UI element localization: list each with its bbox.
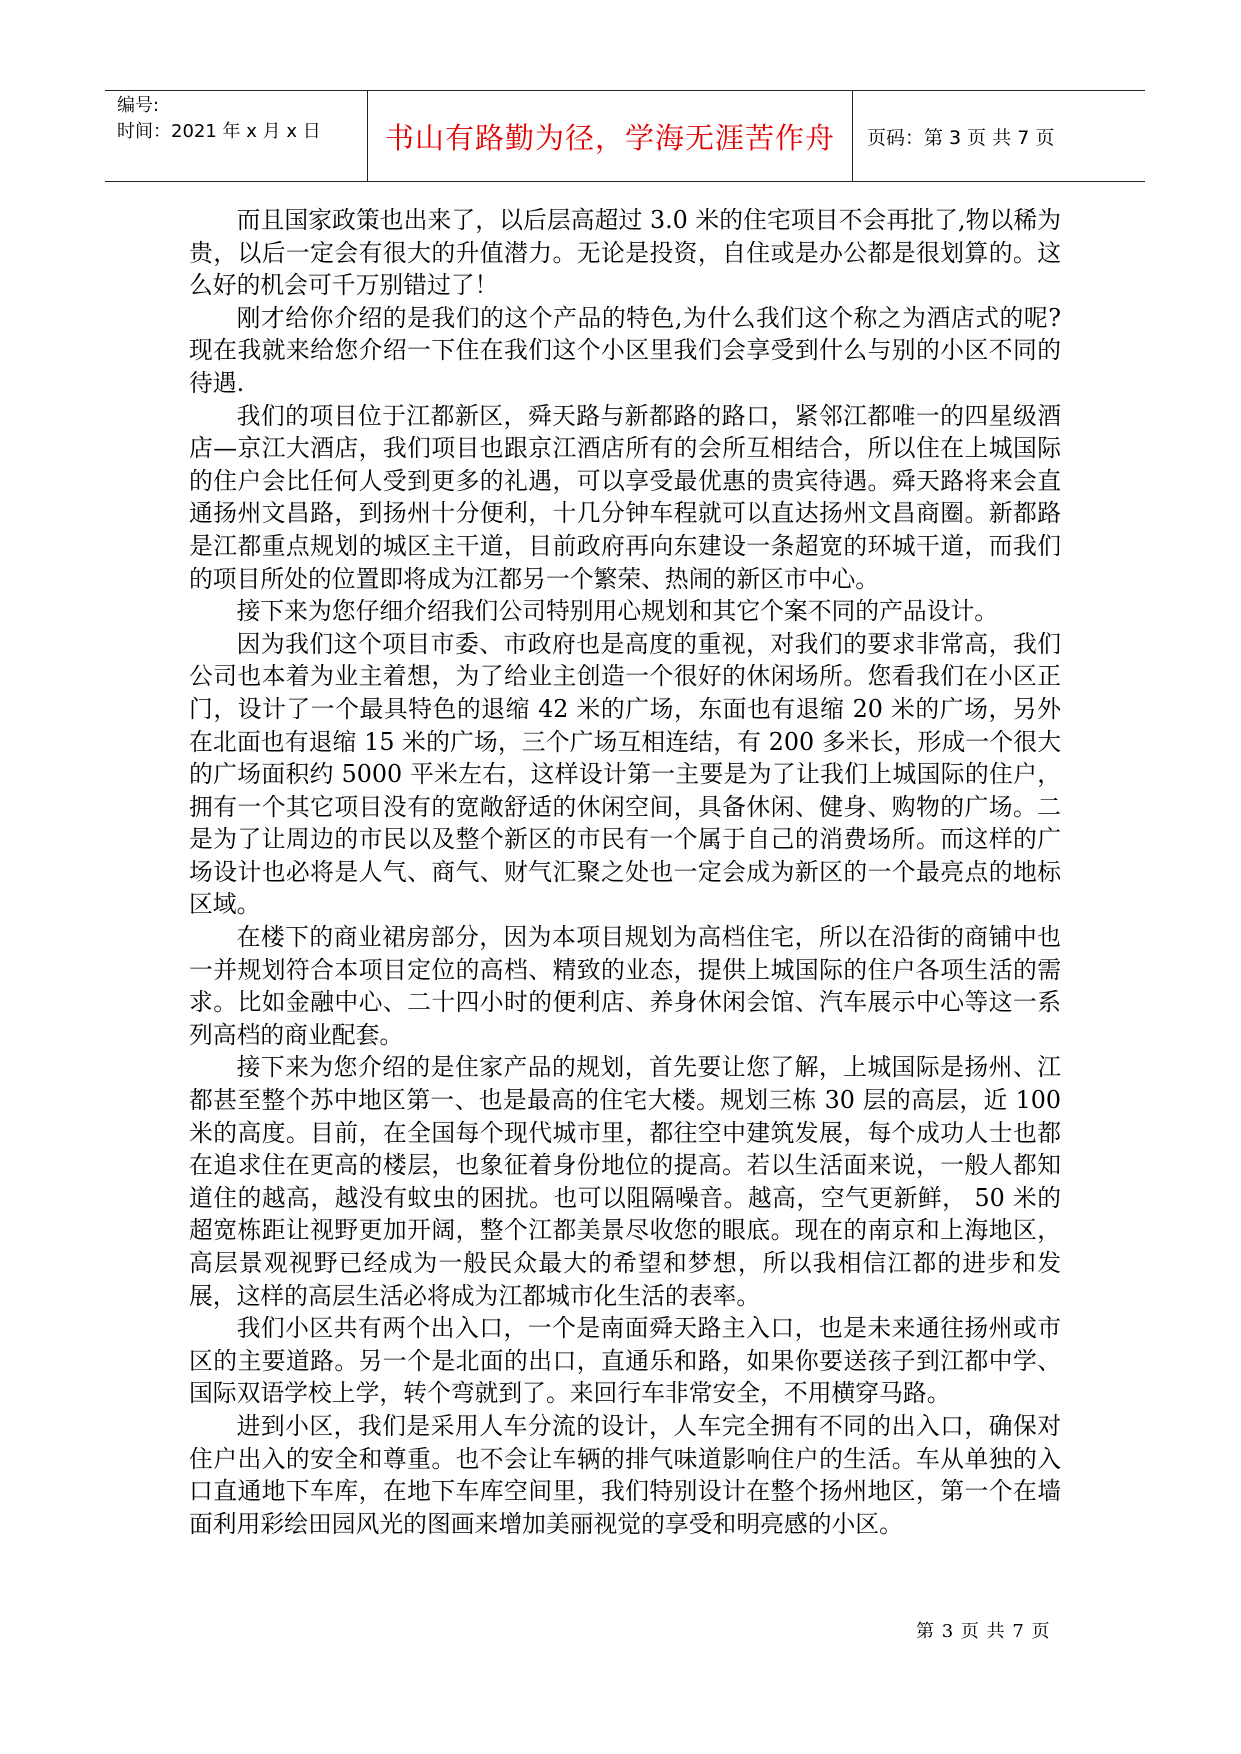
- header-page-code: 页码：第 3 页 共 7 页: [867, 126, 1055, 149]
- document-body: [189, 204, 1061, 1540]
- paragraph: 在楼下的商业裙房部分，因为本项目规划为高档住宅，所以在沿街的商铺中也一并规划符合本项目定位的高档、精致的业态，提供上城国际的住户各项生活的需求。比如金融中心、二十四小时的便利店、养身休闲会馆、汽车展示中心等这一系列高档的商业配套。: [189, 923, 1061, 1049]
- document-number-label: 编号:: [117, 95, 160, 116]
- paragraph: 我们小区共有两个出入口，一个是南面舜天路主入口，也是未来通往扬州或市区的主要道路。另一个是北面的出口，直通乐和路，如果你要送孩子到江都中学、国际双语学校上学，转个弯就到了。来回行车非常安全，不用横穿马路。: [189, 1314, 1061, 1408]
- paragraph: 因为我们这个项目市委、市政府也是高度的重视，对我们的要求非常高，我们公司也本着为业主着想，为了给业主创造一个很好的休闲场所。您看我们在小区正门，设计了一个最具特色的退缩 42 米的广场，东面也有退缩 20 米的广场，另外在北面也有退缩 15 米的广场，三个广场互相连结，有 200 多米长，形成一个很大的广场面积约 5000 平米左右，这样设计第一主要是为了让我们上城国际的住户，拥有一个其它项目没有的宽敞舒适的休闲空间，具备休闲、健身、购物的广场。二是为了让周边的市民以及整个新区的市民有一个属于自己的消费场所。而这样的广场设计也必将是人气、商气、财气汇聚之处也一定会成为新区的一个最亮点的地标区域。: [189, 629, 1061, 919]
- paragraph: 接下来为您仔细介绍我们公司特别用心规划和其它个案不同的产品设计。: [236, 597, 999, 626]
- document-header: [105, 90, 1145, 182]
- paragraph: 而且国家政策也出来了，以后层高超过 3.0 米的住宅项目不会再批了,物以稀为贵，以后一定会有很大的升值潜力。无论是投资，自住或是办公都是很划算的。这么好的机会可千万别错过了！: [189, 206, 1061, 300]
- header-motto: 书山有路勤为径，学海无涯苦作舟: [384, 120, 835, 155]
- header-page-cell: [853, 91, 1145, 181]
- document-date: 时间：2021 年 x 月 x 日: [117, 121, 321, 142]
- header-motto-cell: [368, 91, 853, 181]
- page-footer: 第 3 页 共 7 页: [916, 1621, 1051, 1642]
- paragraph: 我们的项目位于江都新区，舜天路与新都路的路口，紧邻江都唯一的四星级酒店—京江大酒店，我们项目也跟京江酒店所有的会所互相结合，所以住在上城国际的住户会比任何人受到更多的礼遇，可以享受最优惠的贵宾待遇。舜天路将来会直通扬州文昌路，到扬州十分便利，十几分钟车程就可以直达扬州文昌商圈。新都路是江都重点规划的城区主干道，目前政府再向东建设一条超宽的环城干道，而我们的项目所处的位置即将成为江都另一个繁荣、热闹的新区市中心。: [189, 401, 1061, 593]
- paragraph: 刚才给你介绍的是我们的这个产品的特色,为什么我们这个称之为酒店式的呢?现在我就来给您介绍一下住在我们这个小区里我们会享受到什么与别的小区不同的待遇.: [189, 303, 1061, 397]
- paragraph: 进到小区，我们是采用人车分流的设计，人车完全拥有不同的出入口，确保对住户出入的安全和尊重。也不会让车辆的排气味道影响住户的生活。车从单独的入口直通地下车库，在地下车库空间里，我们特别设计在整个扬州地区，第一个在墙面利用彩绘田园风光的图画来增加美丽视觉的享受和明亮感的小区。: [189, 1411, 1061, 1538]
- header-info-cell: [105, 91, 368, 181]
- paragraph: 接下来为您介绍的是住家产品的规划，首先要让您了解，上城国际是扬州、江都甚至整个苏中地区第一、也是最高的住宅大楼。规划三栋 30 层的高层，近 100 米的高度。目前，在全国每个现代城市里，都往空中建筑发展，每个成功人士也都在追求住在更高的楼层，也象征着身份地位的提高。若以生活面来说，一般人都知道住的越高，越没有蚊虫的困扰。也可以阻隔噪音。越高，空气更新鲜， 50 米的超宽栋距让视野更加开阔，整个江都美景尽收您的眼底。现在的南京和上海地区，高层景观视野已经成为一般民众最大的希望和梦想，所以我相信江都的进步和发展，这样的高层生活必将成为江都城市化生活的表率。: [189, 1053, 1061, 1310]
